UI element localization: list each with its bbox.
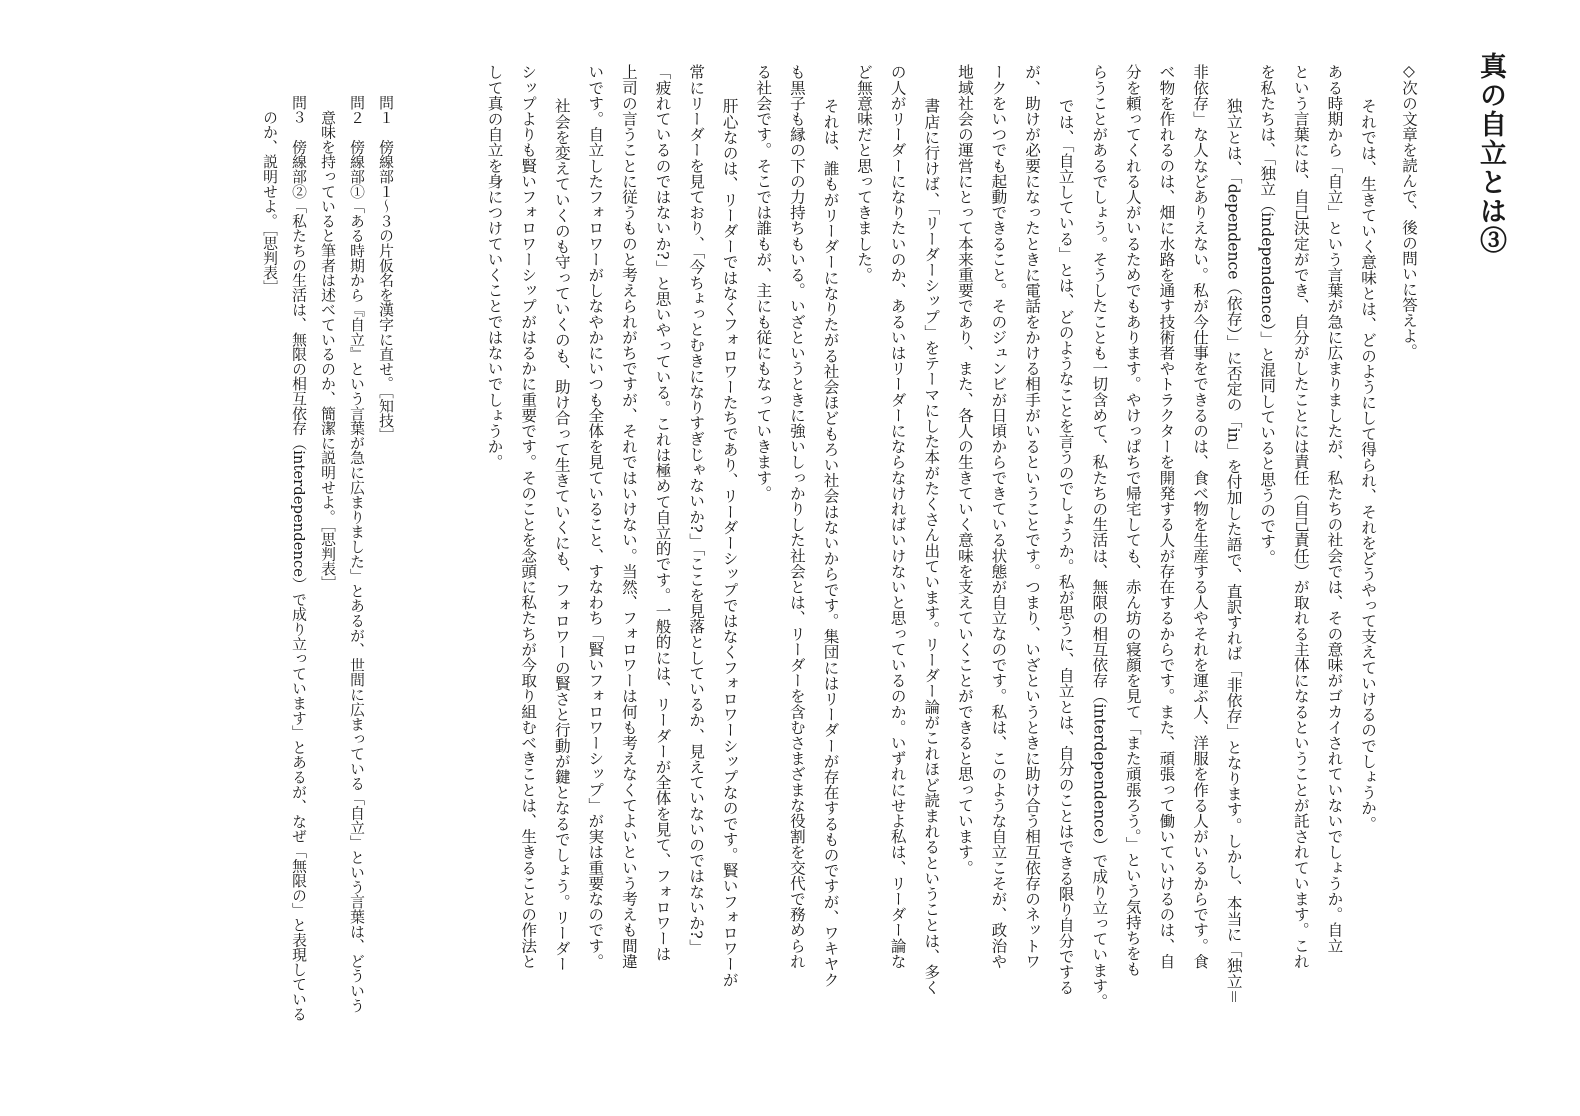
questions-section: [255, 95, 400, 1035]
passage-line: 書店に行けば、「リーダーシップ」をテーマにした本がたくさん出ています。リーダー論がこれほど読まれるということは、多く: [922, 98, 941, 996]
passage-line: が、助けが必要になったときに電話をかける相手がいるということです。つまり、いざというときに助け合う相互依存のネットワ: [1023, 64, 1042, 969]
question-3: 問３ 傍線部②「私たちの生活は、無限の相互依存（interdependence）で成り立っています」とあるが、なぜ「無限の」と表現している: [290, 95, 307, 1022]
passage-line: それは、誰もがリーダーになりたがる社会ほどもろい社会はないからです。集団にはリーダーが存在するものですが、ワキヤク: [821, 98, 840, 988]
passage-line: では、「自立している」とは、どのようなことを言うのでしょうか。私が思うに、自立とは、自分のことはできる限り自分でする: [1056, 98, 1075, 996]
passage-line: という言葉には、自己決定ができ、自分がしたことには責任（自己責任）が取れる主体になるということが託されています。これ: [1291, 64, 1310, 969]
question-2-continued: 意味を持っていると筆者は述べているのか、簡潔に説明せよ。［思判表］: [319, 95, 336, 591]
page-title: 真の自立とは③: [1475, 52, 1506, 255]
passage-line: 社会を変えていくのも守っていくのも、助け合って生きていくにも、フォロワーの賢さと行動が鍵となるでしょう。リーダー: [552, 98, 571, 972]
passage-line: シップよりも賢いフォロワーシップがはるかに重要です。そのことを念頭に私たちが今取り組むべきことは、生きることの作法と: [519, 64, 538, 969]
passage-line: して真の自立を身につけていくことではないでしょうか。: [485, 64, 504, 470]
question-1: 問１ 傍線部１～３の片仮名を漢字に直せ。［知技］: [377, 95, 394, 443]
question-2: 問２ 傍線部①「ある時期から『自立』という言葉が急に広まりました」とあるが、世間に広まっている「自立」という言葉は、どういう: [348, 95, 365, 1013]
passage-line: ークをいつでも起動できること。そのジュンビが日頃からできている状態が自立なのです。私は、このような自立こそが、政治や: [989, 64, 1008, 969]
passage-line: 常にリーダーを見ており、「今ちょっとむきになりすぎじゃないか?」「ここを見落としているか、見えていないのではないか?」: [687, 64, 706, 955]
passage-line: 「疲れているのではないか?」と思いやっている。これは極めて自立的です。一般的には、リーダーが全体を見て、フォロワーは: [653, 64, 672, 962]
passage-body: [254, 64, 1384, 1026]
passage-line: を私たちは、「独立（independence）」と混同していると思うのです。: [1258, 64, 1277, 565]
passage-line: いです。自立したフォロワーがしなやかにいつも全体を見ていること、すなわち「賢いフォロワーシップ」が実は重要なのです。: [586, 64, 605, 969]
instruction-text: ◇次の文章を読んで、後の問いに答えよ。: [1400, 62, 1418, 359]
passage-line: 分を頼ってくれる人がいるためでもあります。やけっぱちで帰宅しても、赤ん坊の寝顔を見て「また頑張ろう。」という気持ちをも: [1123, 64, 1142, 977]
passage-line: 上司の言うことに従うものと考えられがちですが、それではいけない。当然、フォロワーは何も考えなくてよいという考えも間違: [619, 64, 638, 969]
passage-line: それでは、生きていく意味とは、どのようにして得られ、それをどうやって支えていけるのでしょうか。: [1359, 98, 1377, 832]
passage-line: の人がリーダーになりたいのか、あるいはリーダーにならなければいけないと思っているのか。いずれにせよ私は、リーダー論な: [888, 64, 907, 969]
question-3-continued: のか、説明せよ。［思判表］: [261, 95, 278, 295]
passage-line: る社会です。そこでは誰もが、主にも従にもなっていきます。: [754, 64, 773, 501]
passage-line: 肝心なのは、リーダーではなくフォロワーたちであり、リーダーシップではなくフォロワーシップなのです。賢いフォロワーが: [720, 98, 739, 988]
passage-line: 非依存」な人などありえない。私が今仕事をできるのは、食べ物を生産する人やそれを運ぶ人、洋服を作る人がいるからです。食: [1191, 64, 1210, 969]
passage-line: 地域社会の運営にとって本来重要であり、また、各人の生きていく意味を支えていくことができると思っています。: [955, 64, 974, 876]
passage-line: も黒子も縁の下の力持ちもいる。いざというときに強いしっかりした社会とは、リーダーを含むさまざまな役割を交代で務められ: [787, 64, 806, 969]
passage-line: らうことがあるでしょう。そうしたことも一切含めて、私たちの生活は、無限の相互依存（interdependence）で成り立っています。: [1090, 64, 1109, 1009]
passage-line: ある時期から「自立」という言葉が急に広まりましたが、私たちの社会では、その意味がゴカイされていないでしょうか。自立: [1325, 64, 1344, 954]
passage-line: べ物を作れるのは、畑に水路を通す技術者やトラクターを開発する人が存在するからです。また、頑張って働いていけるのは、自: [1157, 64, 1176, 969]
passage-line: ど無意味だと思ってきました。: [855, 64, 874, 283]
passage-line: 独立とは、「dependence（依存）」に否定の「in」を付加した語で、直訳すれば「非依存」となります。しかし、本当に「独立＝: [1224, 98, 1243, 1005]
